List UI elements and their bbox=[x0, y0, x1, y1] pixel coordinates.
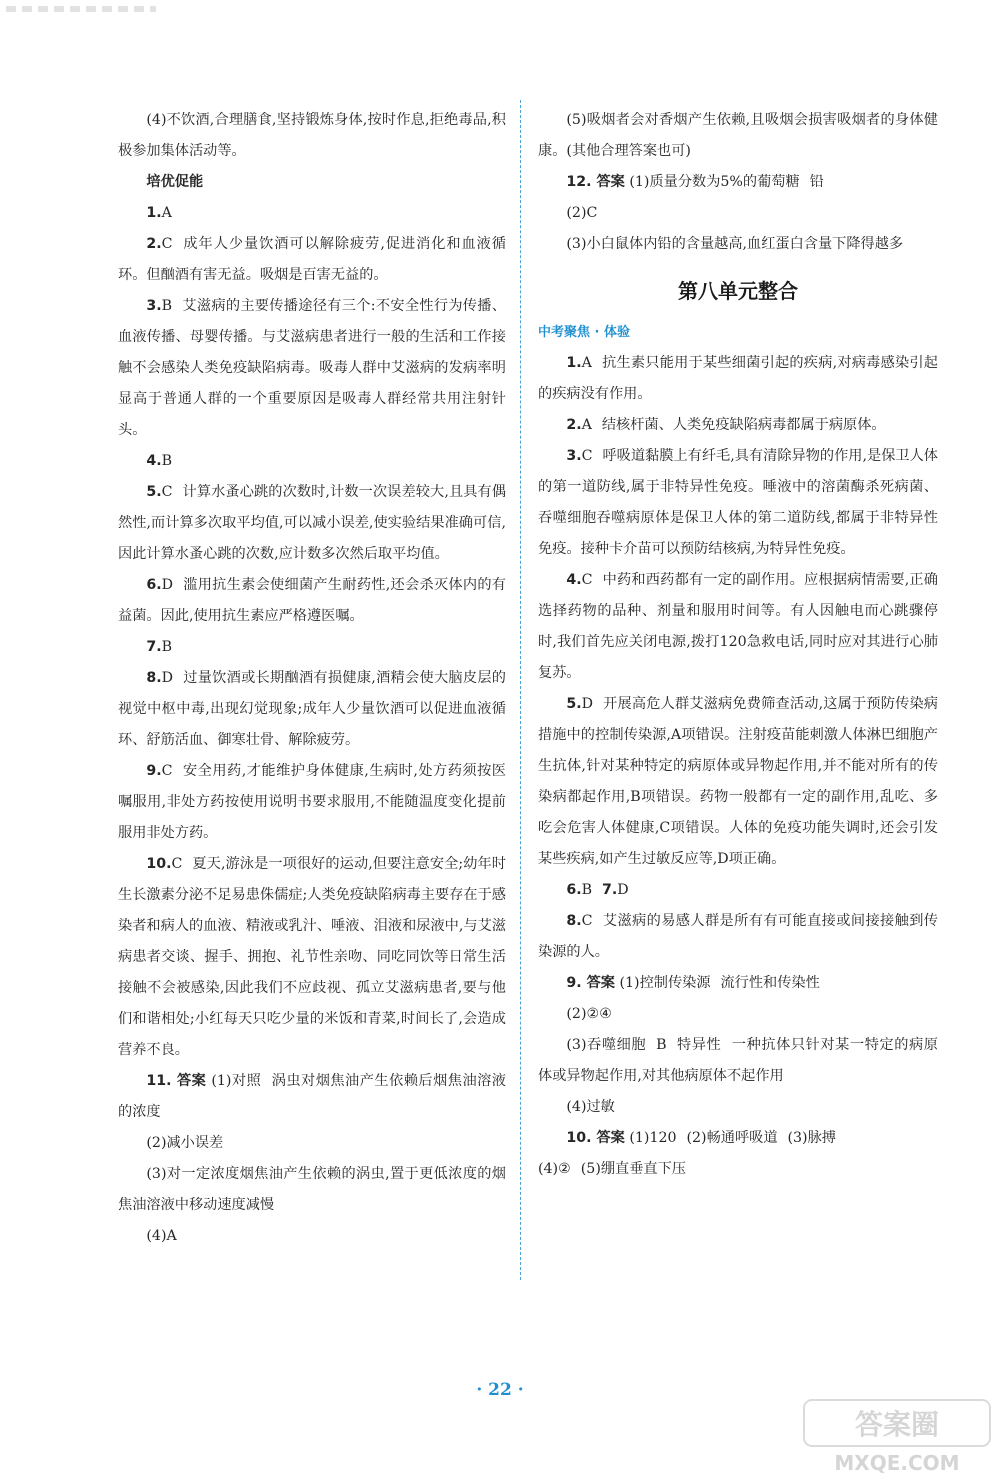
item-explanation: 中药和西药都有一定的副作用。应根据病情需要,正确选择药物的品种、剂量和服用时间等。有人因触电而心跳骤停时,我们首先应关闭电源,拨打120急救电话,同时应对其进行心肺复苏。 bbox=[538, 572, 938, 681]
answer-part bbox=[538, 1154, 938, 1185]
answer-9 bbox=[538, 968, 938, 999]
answer-part: (4)过敏 bbox=[566, 1099, 615, 1115]
item-answer: C bbox=[171, 856, 183, 872]
item-explanation: 过量饮酒或长期酗酒有损健康,酒精会使大脑皮层的视觉中枢中毒,出现幻觉现象;成年人少量饮酒可以促进血液循环、舒筋活血、御寒壮骨、解除疲劳。 bbox=[118, 670, 506, 748]
answer-paragraph: (4)不饮酒,合理膳食,坚持锻炼身体,按时作息,拒绝毒品,积极参加集体活动等。 bbox=[118, 112, 506, 159]
answer-label: 10. 答案 bbox=[566, 1130, 625, 1146]
watermark-bottom: MXQE.COM bbox=[834, 1451, 960, 1475]
answer-part: (3)吞噬细胞 bbox=[566, 1037, 647, 1053]
answer-label: 9. 答案 bbox=[566, 975, 615, 991]
answer-label: 12. 答案 bbox=[566, 174, 625, 190]
item-explanation: 夏天,游泳是一项很好的运动,但要注意安全;幼年时生长激素分泌不足易患侏儒症;人类免疫缺陷病毒主要存在于感染者和病人的血液、精液或乳汁、唾液、泪液和尿液中,与艾滋病患者交谈、握手、拥抱、礼节性亲吻、同吃同饮等日常生活接触不会被感染,因此我们不应歧视、孤立艾滋病患者,要与他们和谐相处;小红每天只吃少量的米饭和青菜,时间长了,会造成营养不良。 bbox=[118, 856, 506, 1058]
item-number: 1. bbox=[566, 355, 582, 371]
item-number: 7. bbox=[602, 882, 618, 898]
right-column bbox=[538, 105, 938, 1185]
column-divider bbox=[520, 100, 521, 1280]
answer-label: 11. 答案 bbox=[146, 1073, 207, 1089]
item-number: 3. bbox=[146, 298, 162, 314]
item-explanation: 滥用抗生素会使细菌产生耐药性,还会杀灭体内的有益菌。因此,使用抗生素应严格遵医嘱。 bbox=[118, 577, 506, 624]
answer-item bbox=[538, 689, 938, 875]
item-answer: B bbox=[581, 882, 593, 898]
answer-part: (2)②④ bbox=[566, 1006, 612, 1022]
item-number: 8. bbox=[146, 670, 162, 686]
answer-part: B bbox=[656, 1037, 667, 1053]
item-answer: C bbox=[581, 448, 593, 464]
answer-item bbox=[538, 565, 938, 689]
answer-item bbox=[118, 446, 506, 477]
item-explanation: 艾滋病的易感人群是所有有可能直接或间接接触到传染源的人。 bbox=[538, 913, 938, 960]
item-number: 5. bbox=[566, 696, 582, 712]
answer-list bbox=[118, 198, 506, 1066]
answer-part: (3)小白鼠体内铅的含量越高,血红蛋白含量下降得越多 bbox=[566, 236, 904, 252]
answer-item bbox=[118, 632, 506, 663]
item-explanation: 开展高危人群艾滋病免费筛查活动,这属于预防传染病措施中的控制传染源,A项错误。注射疫苗能刺激人体淋巴细胞产生抗体,针对某种特定的病原体或异物起作用,并不能对所有的传染病都起作用,B项错误。药物一般都有一定的副作用,乱吃、多吃会危害人体健康,C项错误。人体的免疫功能失调时,还会引发某些疾病,如产生过敏反应等,D项正确。 bbox=[538, 696, 938, 867]
answer-paragraph: (5)吸烟者会对香烟产生依赖,且吸烟会损害吸烟者的身体健康。(其他合理答案也可) bbox=[538, 112, 938, 159]
section-tag: 中考聚焦 · 体验 bbox=[538, 325, 630, 340]
section-heading: 培优促能 bbox=[146, 174, 204, 190]
answer-11 bbox=[118, 1066, 506, 1128]
answer-part: (1)对照 bbox=[211, 1073, 262, 1089]
item-explanation: 成年人少量饮酒可以解除疲劳,促进消化和血液循环。但酗酒有害无益。吸烟是百害无益的。 bbox=[118, 236, 506, 283]
answer-item bbox=[118, 663, 506, 756]
page-number: · 22 · bbox=[476, 1380, 524, 1400]
item-answer: A bbox=[581, 417, 592, 433]
item-answer: C bbox=[161, 484, 173, 500]
answer-item bbox=[118, 477, 506, 570]
answer-part: 涡虫对烟焦油产生依赖后烟焦油溶液的浓度 bbox=[118, 1073, 506, 1120]
answer-item bbox=[118, 756, 506, 849]
item-explanation: 计算水蚤心跳的次数时,计数一次误差较大,且具有偶然性,而计算多次取平均值,可以减小误差,使实验结果准确可信,因此计算水蚤心跳的次数,应计数多次然后取平均值。 bbox=[118, 484, 506, 562]
answer-part: (5)绷直垂直下压 bbox=[580, 1161, 686, 1177]
answer-part: (2)减小误差 bbox=[146, 1135, 224, 1151]
item-number: 6. bbox=[566, 882, 582, 898]
item-answer: C bbox=[581, 913, 593, 929]
header-scan-mark bbox=[6, 6, 156, 12]
item-answer: C bbox=[161, 763, 173, 779]
item-number: 1. bbox=[146, 205, 162, 221]
answer-item bbox=[118, 229, 506, 291]
answer-part: 特异性 bbox=[676, 1037, 722, 1053]
item-number: 5. bbox=[146, 484, 162, 500]
item-explanation: 呼吸道黏膜上有纤毛,具有清除异物的作用,是保卫人体的第一道防线,属于非特异性免疫。唾液中的溶菌酶杀死病菌、吞噬细胞吞噬病原体是保卫人体的第二道防线,都属于非特异性免疫。接种卡介苗可以预防结核病,为特异性免疫。 bbox=[538, 448, 938, 557]
answer-item bbox=[118, 570, 506, 632]
item-number: 2. bbox=[146, 236, 162, 252]
item-answer: C bbox=[161, 236, 173, 252]
answer-part: (1)120 bbox=[629, 1130, 677, 1146]
item-number: 4. bbox=[566, 572, 582, 588]
item-number: 4. bbox=[146, 453, 162, 469]
answer-item bbox=[118, 291, 506, 446]
answer-12 bbox=[538, 167, 938, 198]
item-answer: B bbox=[161, 298, 173, 314]
item-explanation: 抗生素只能用于某些细菌引起的疾病,对病毒感染引起的疾病没有作用。 bbox=[538, 355, 938, 402]
item-explanation: 艾滋病的主要传播途径有三个:不安全性行为传播、血液传播、母婴传播。与艾滋病患者进行一般的生活和工作接触不会感染人类免疫缺陷病毒。吸毒人群中艾滋病的发病率明显高于普通人群的一个重要原因是吸毒人群经常共用注射针头。 bbox=[118, 298, 506, 438]
watermark-logo bbox=[802, 1396, 992, 1478]
answer-item bbox=[118, 849, 506, 1066]
item-answer: A bbox=[161, 205, 172, 221]
item-explanation: 结核杆菌、人类免疫缺陷病毒都属于病原体。 bbox=[601, 417, 886, 433]
answer-part: (3)对一定浓度烟焦油产生依赖的涡虫,置于更低浓度的烟焦油溶液中移动速度减慢 bbox=[118, 1166, 506, 1213]
item-answer: D bbox=[617, 882, 629, 898]
answer-list bbox=[538, 348, 938, 875]
left-column bbox=[118, 105, 506, 1252]
answer-item bbox=[538, 410, 938, 441]
item-number: 6. bbox=[146, 577, 162, 593]
item-explanation: 安全用药,才能维护身体健康,生病时,处方药须按医嘱服用,非处方药按使用说明书要求服用,不能随温度变化提前服用非处方药。 bbox=[118, 763, 506, 841]
answer-part: (1)质量分数为5%的葡萄糖 bbox=[629, 174, 800, 190]
answer-part: (4)A bbox=[146, 1228, 177, 1244]
item-number: 7. bbox=[146, 639, 162, 655]
watermark-top: 答案圈 bbox=[854, 1408, 940, 1441]
item-number: 8. bbox=[566, 913, 582, 929]
answer-part: (2)畅通呼吸道 bbox=[686, 1130, 778, 1146]
answer-item bbox=[538, 441, 938, 565]
answer-item bbox=[538, 348, 938, 410]
answer-part: 流行性和传染性 bbox=[720, 975, 820, 991]
answer-part: (1)控制传染源 bbox=[619, 975, 711, 991]
answer-part: (4)② bbox=[538, 1161, 571, 1177]
item-answer: A bbox=[581, 355, 592, 371]
answer-10 bbox=[538, 1123, 938, 1154]
item-number: 3. bbox=[566, 448, 582, 464]
answer-item bbox=[118, 198, 506, 229]
item-answer: D bbox=[161, 670, 174, 686]
item-number: 2. bbox=[566, 417, 582, 433]
answer-8 bbox=[538, 906, 938, 968]
item-number: 10. bbox=[146, 856, 172, 872]
item-answer: C bbox=[581, 572, 593, 588]
item-answer: B bbox=[161, 639, 173, 655]
answer-part bbox=[538, 1030, 938, 1092]
item-answer: B bbox=[161, 453, 173, 469]
item-answer: D bbox=[581, 696, 594, 712]
item-number: 9. bbox=[146, 763, 162, 779]
unit-title: 第八单元整合 bbox=[678, 279, 798, 303]
answer-part: 一种抗体只针对某一特定的病原体或异物起作用,对其他病原体不起作用 bbox=[538, 1037, 938, 1084]
answer-part: 铅 bbox=[809, 174, 824, 190]
answer-6-7 bbox=[538, 875, 938, 906]
answer-part: (3)脉搏 bbox=[787, 1130, 836, 1146]
item-answer: D bbox=[161, 577, 174, 593]
answer-part: (2)C bbox=[566, 205, 598, 221]
